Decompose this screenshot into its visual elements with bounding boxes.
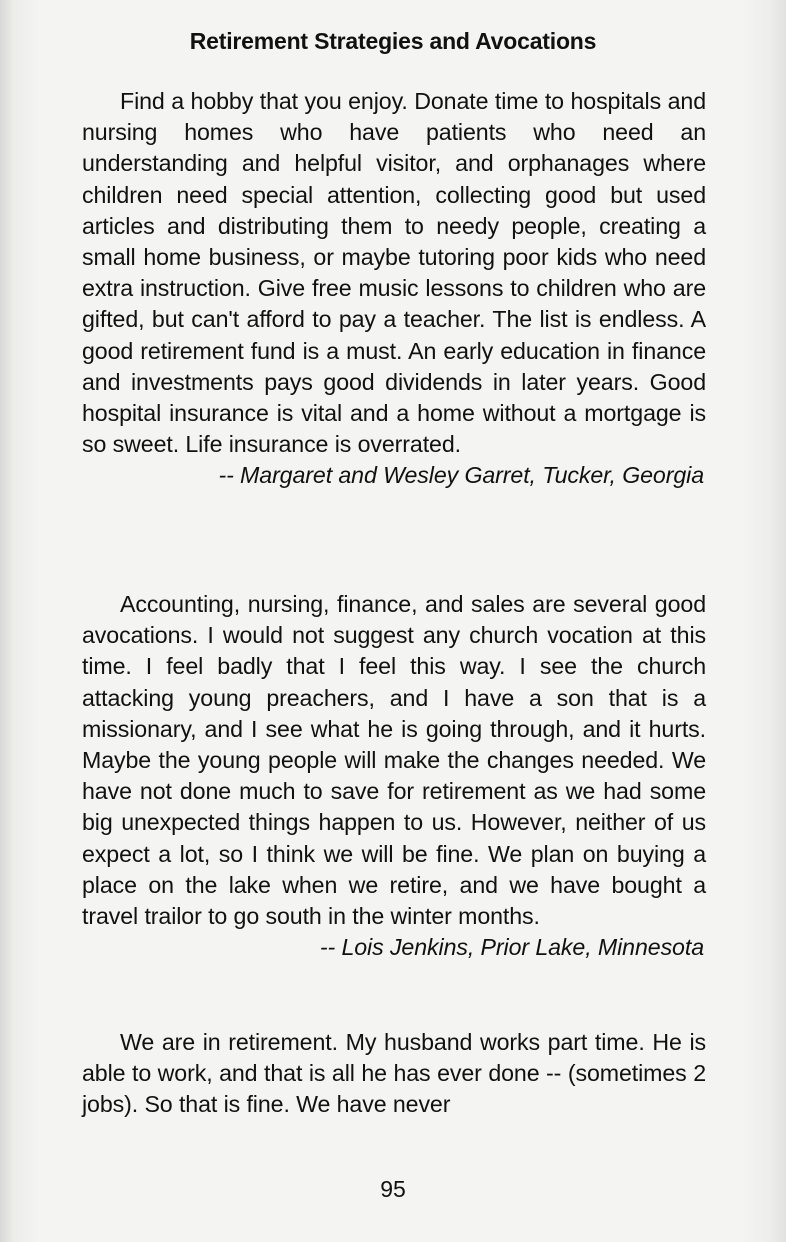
entry-attribution: -- Lois Jenkins, Prior Lake, Minnesota: [319, 934, 704, 961]
entry-text: We are in retirement. My husband works part time. He is able to work, and that is all he has ever done -- (sometimes 2 jobs). So that is fine. We have never: [82, 1029, 706, 1118]
entry-text: Find a hobby that you enjoy. Donate time to hospitals and nursing homes who have patients who need an understanding and helpful visitor, and orphanages where children need special attention, collecting good but used articles and distributing them to needy people, creating a small home business, or maybe tutoring poor kids who need extra instruction. Give free music lessons to children who are gifted, but can't afford to pay a teacher. The list is endless. A good retirement fund is a must. An early education in finance and investments pays good dividends in later years. Good hospital insurance is vital and a home without a mortgage is so sweet. Life insurance is overrated.: [82, 88, 706, 458]
testimonial-entry: [82, 1027, 706, 1121]
page-title: Retirement Strategies and Avocations: [189, 28, 597, 54]
page-number: 95: [380, 1176, 406, 1202]
testimonial-entry: [82, 86, 706, 492]
entry-attribution: -- Margaret and Wesley Garret, Tucker, Georgia: [218, 462, 704, 489]
entry-text: Accounting, nursing, finance, and sales are several good avocations. I would not suggest any church vocation at this time. I feel badly that I feel this way. I see the church attacking young preachers, and I have a son that is a missionary, and I see what he is going through, and it hurts. Maybe the young people will make the changes needed. We have not done much to save for retirement as we had some big unexpected things happen to us. However, neither of us expect a lot, so I think we will be fine. We plan on buying a place on the lake when we retire, and we have bought a travel trailor to go south in the winter months.: [82, 591, 706, 930]
testimonial-entry: [82, 589, 706, 963]
